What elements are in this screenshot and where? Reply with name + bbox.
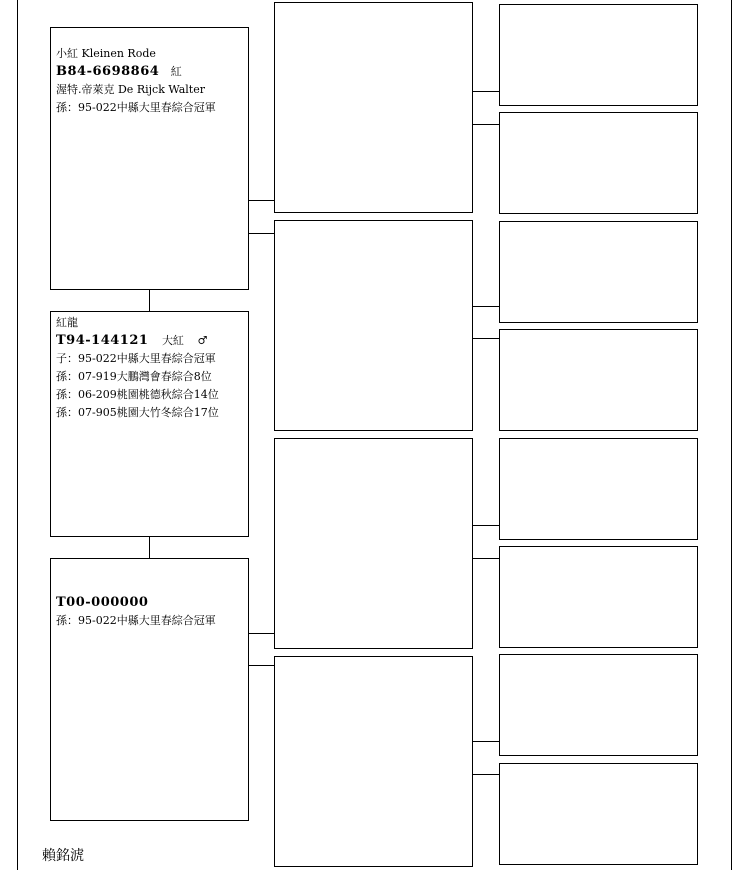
sire-info	[56, 45, 216, 117]
sire-note: 孫：95-022中縣大里春綜合冠軍	[56, 101, 216, 114]
gen3-box-5[interactable]	[499, 438, 698, 540]
male-symbol-icon: ♂	[197, 334, 208, 347]
gen3-box-2[interactable]	[499, 112, 698, 214]
connector-gen3-3	[473, 306, 499, 307]
sire-ring-number: B84-6698864	[56, 64, 160, 79]
dam-ring-number: T00-000000	[56, 595, 149, 610]
connector-dam-to-dam-sire	[249, 633, 274, 634]
connector-sire-to-sire-sire	[249, 200, 274, 201]
connector-gen3-4	[473, 338, 499, 339]
connector-dam-to-dam-dam	[249, 665, 274, 666]
subject-ring-number: T94-144121	[56, 333, 149, 348]
dam-note: 孫：95-022中縣大里春綜合冠軍	[56, 614, 216, 627]
dam-info	[56, 594, 216, 630]
page-right-border	[731, 0, 732, 870]
connector-gen3-5	[473, 525, 499, 526]
author-name: 賴銘淲	[42, 848, 84, 864]
subject-note-2: 孫：07-919大鵬灣會春綜合8位	[56, 370, 212, 383]
gen3-box-3[interactable]	[499, 221, 698, 323]
sire-name: 小紅 Kleinen Rode	[56, 47, 156, 60]
gen3-box-8[interactable]	[499, 763, 698, 865]
connector-gen3-2	[473, 124, 499, 125]
subject-note-1: 子：95-022中縣大里春綜合冠軍	[56, 352, 216, 365]
sire-dam-box[interactable]	[274, 220, 473, 431]
connector-gen3-7	[473, 741, 499, 742]
subject-note-3: 孫：06-209桃園桃德秋綜合14位	[56, 388, 219, 401]
dam-sire-box[interactable]	[274, 438, 473, 649]
connector-gen3-6	[473, 558, 499, 559]
subject-name: 紅龍	[56, 316, 78, 329]
gen3-box-1[interactable]	[499, 4, 698, 106]
gen3-box-6[interactable]	[499, 546, 698, 648]
connector-gen3-8	[473, 774, 499, 775]
connector-sire-to-sire-dam	[249, 233, 274, 234]
sire-color: 紅	[170, 65, 182, 78]
sire-origin: 渥特.帝萊克 De Rijck Walter	[56, 83, 205, 96]
gen3-box-4[interactable]	[499, 329, 698, 431]
connector-gen3-1	[473, 91, 499, 92]
dam-dam-box[interactable]	[274, 656, 473, 867]
gen3-box-7[interactable]	[499, 654, 698, 756]
connector-subject-dam	[149, 537, 150, 558]
subject-color: 大紅	[161, 334, 184, 347]
subject-note-4: 孫：07-905桃園大竹冬綜合17位	[56, 406, 219, 419]
subject-info	[56, 314, 219, 422]
page-left-border	[17, 0, 18, 870]
connector-sire-subject	[149, 290, 150, 311]
sire-sire-box[interactable]	[274, 2, 473, 213]
